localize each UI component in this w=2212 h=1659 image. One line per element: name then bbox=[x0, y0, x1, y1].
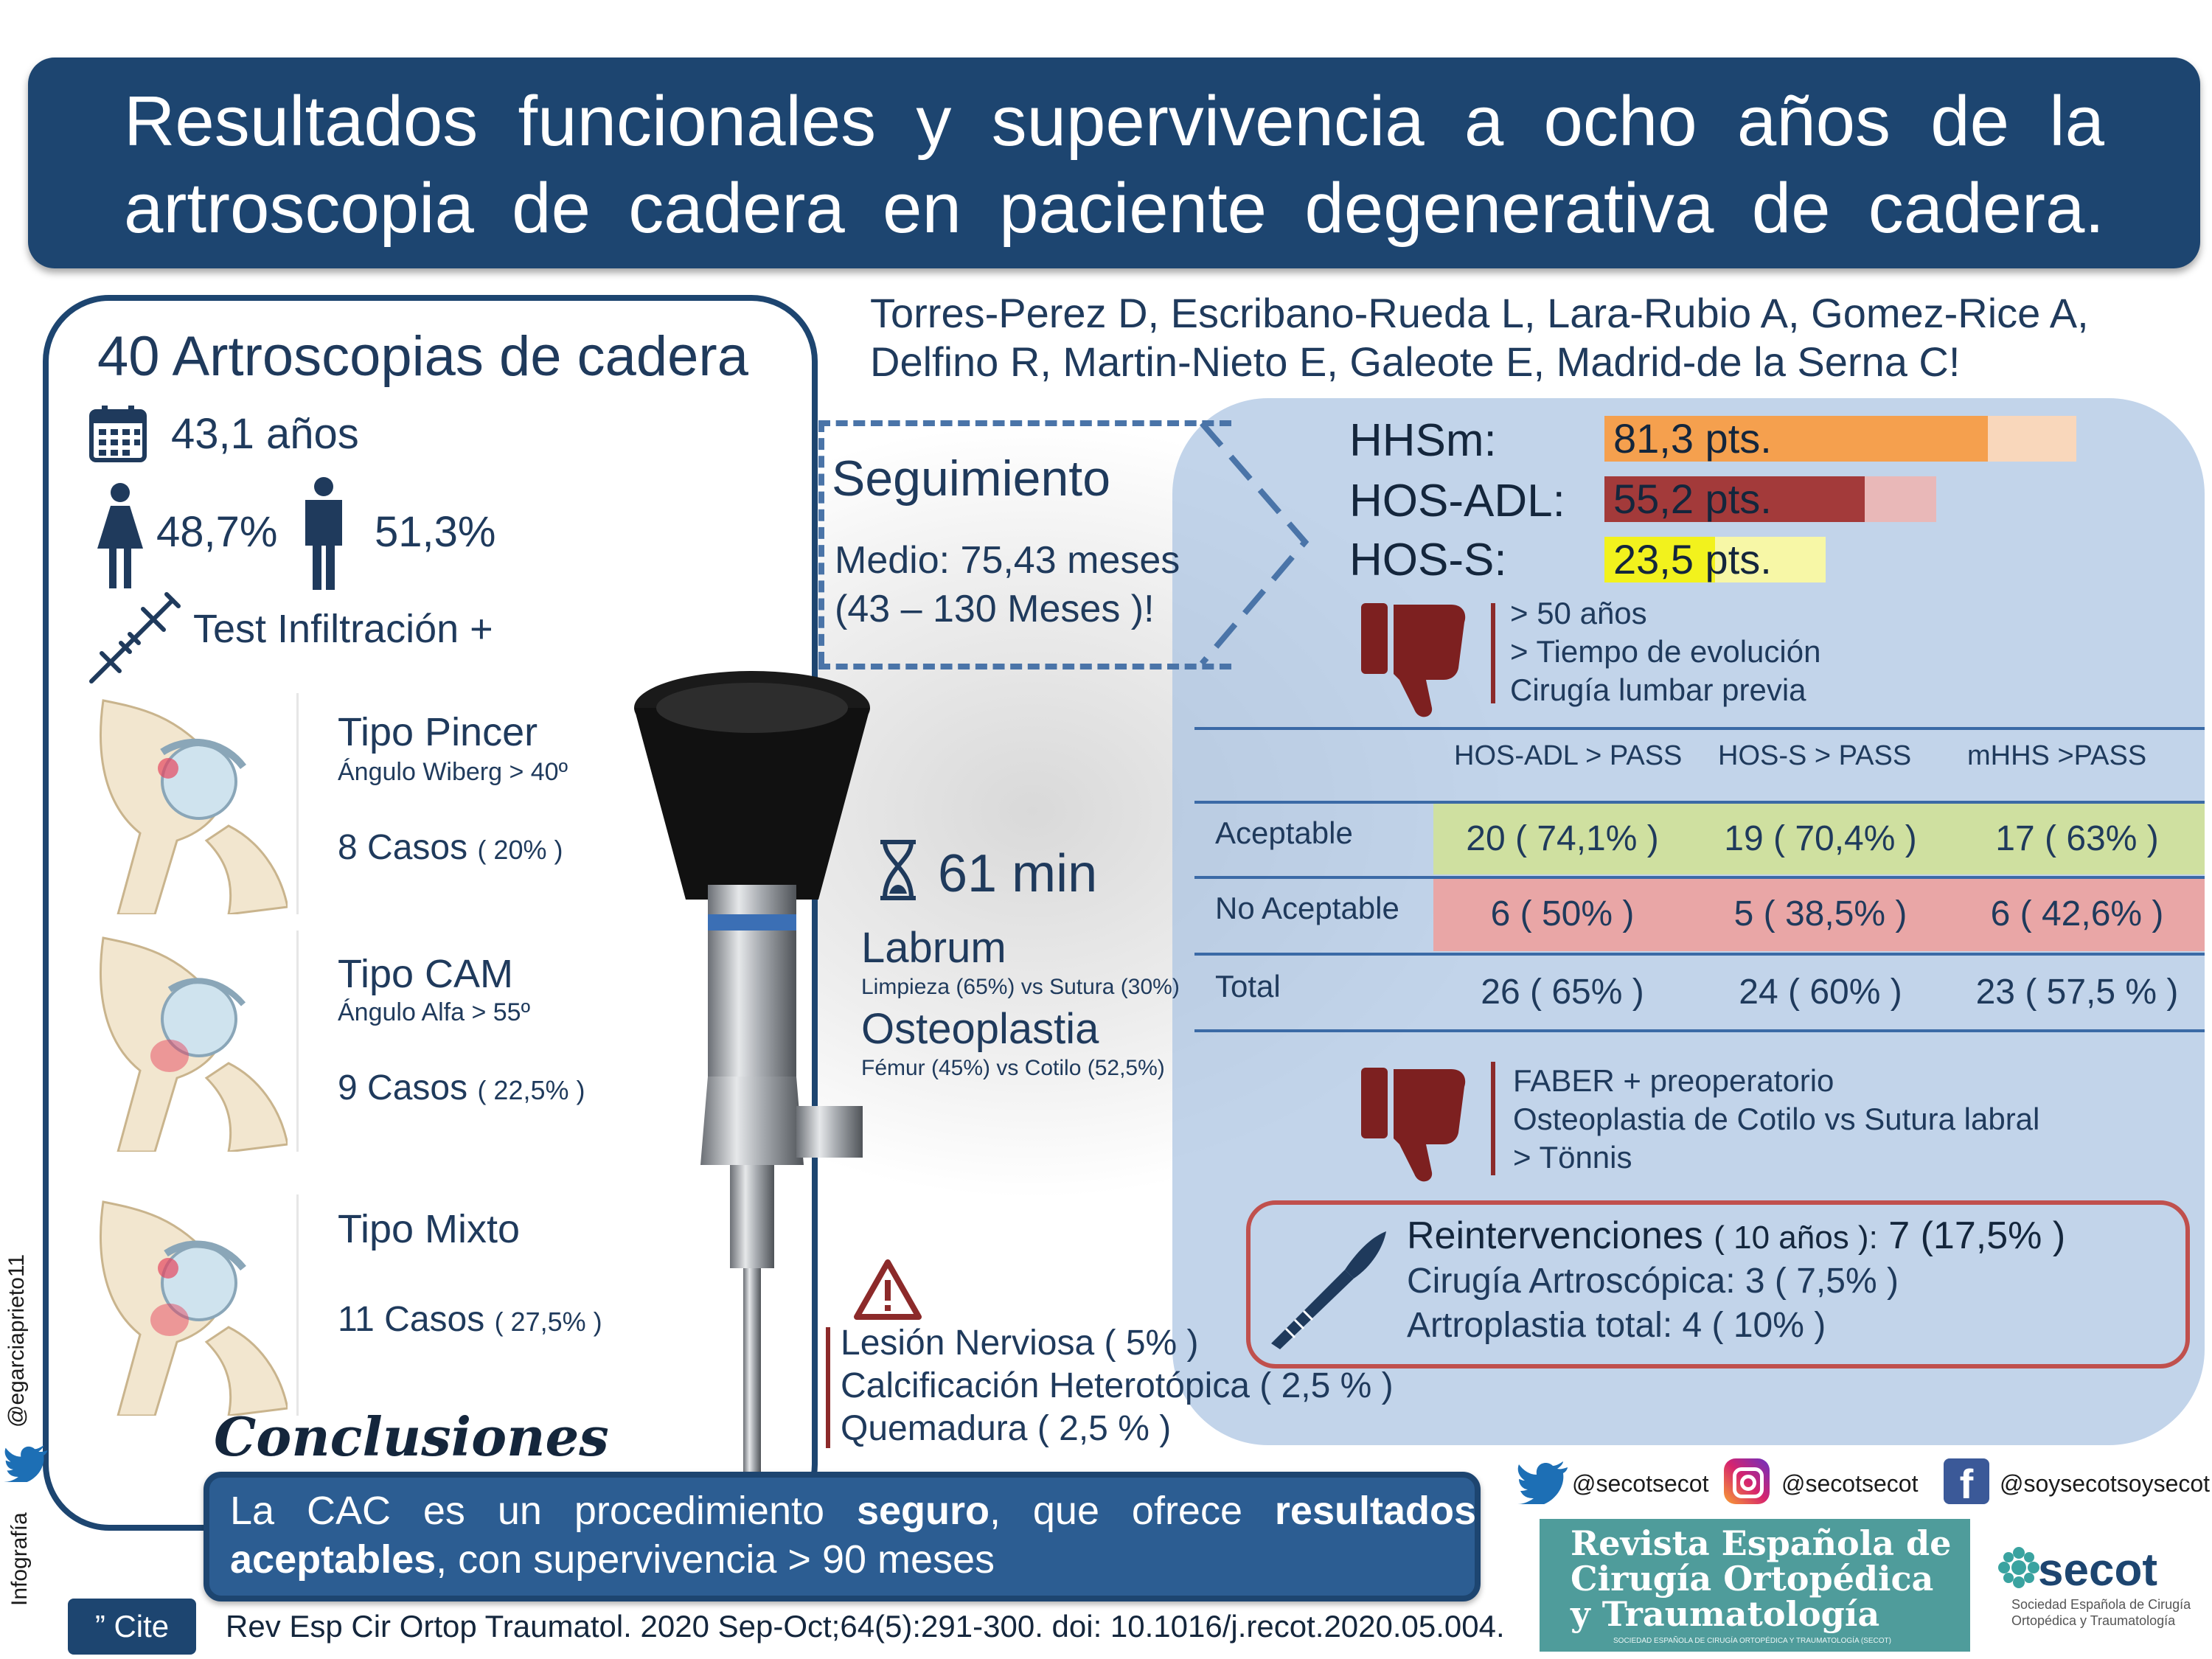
type-pincer-criterion: Ángulo Wiberg > 40º bbox=[338, 758, 568, 786]
followup-arrow bbox=[1194, 420, 1312, 671]
score-value: 55,2 pts. bbox=[1613, 476, 1772, 522]
score-label-hos-adl: HOS-ADL: bbox=[1349, 476, 1565, 526]
type-cam-criterion: Ángulo Alfa > 55º bbox=[338, 998, 531, 1026]
followup-dash-left bbox=[818, 420, 824, 664]
patients-heading: 40 Artroscopias de cadera bbox=[97, 325, 748, 388]
secot-logo-sub-1: Sociedad Española de Cirugía bbox=[2011, 1597, 2191, 1612]
thumbs-down-icon bbox=[1355, 1062, 1473, 1187]
negative-factors-bar bbox=[1491, 603, 1495, 703]
title-line-1: Resultados funcionales y supervivencia a ocho años de la bbox=[124, 82, 2104, 161]
reinterventions-line-1: Reintervenciones ( 10 años ): 7 (17,5% ) bbox=[1407, 1214, 2066, 1257]
reinterventions-arthroscopic: Cirugía Artroscópica: 3 ( 7,5% ) bbox=[1407, 1262, 1899, 1301]
table-cell: 23 ( 57,5 % ) bbox=[1975, 973, 2179, 1012]
facebook-icon[interactable]: f bbox=[1944, 1458, 1989, 1504]
twitter-handle[interactable]: @secotsecot bbox=[1572, 1470, 1709, 1497]
conclusions-line-1: La CAC es un procedimiento seguro, que ofrece resultados bbox=[230, 1489, 1476, 1533]
twitter-icon[interactable] bbox=[4, 1445, 49, 1482]
cite-button[interactable]: ” Cite bbox=[68, 1599, 196, 1655]
reinterventions-arthroplasty: Artroplastia total: 4 ( 10% ) bbox=[1407, 1306, 1826, 1345]
instagram-handle[interactable]: @secotsecot bbox=[1781, 1470, 1919, 1497]
title-banner bbox=[28, 58, 2200, 268]
divider bbox=[296, 931, 299, 1152]
female-icon bbox=[94, 482, 146, 590]
hourglass-icon bbox=[877, 839, 919, 901]
type-pincer-cases: 8 Casos ( 20% ) bbox=[338, 828, 563, 867]
type-mixed-cases: 11 Casos ( 27,5% ) bbox=[338, 1300, 602, 1339]
negative-factor-3: Cirugía lumbar previa bbox=[1510, 672, 1806, 707]
table-cell: 19 ( 70,4% ) bbox=[1724, 819, 1917, 858]
table-bottom-line bbox=[1194, 1029, 2205, 1032]
score-label-hos-s: HOS-S: bbox=[1349, 535, 1507, 585]
divider bbox=[296, 693, 299, 914]
conclusions-title: Conclusiones bbox=[214, 1405, 609, 1468]
complication-3: Quemadura ( 2,5 % ) bbox=[841, 1409, 1172, 1448]
table-cell: 5 ( 38,5% ) bbox=[1733, 894, 1907, 933]
male-icon bbox=[298, 476, 349, 590]
journal-logo: Revista Española de Cirugía Ortopédica y Traumatología SOCIEDAD ESPAÑOLA DE CIRUGÍA ORTOPÉDICA Y TRAUMATOLOGÍA (SECOT) bbox=[1540, 1519, 1970, 1652]
osteoplasty-detail: Fémur (45%) vs Cotilo (52,5%) bbox=[861, 1056, 1165, 1080]
table-cell: 24 ( 60% ) bbox=[1739, 973, 1902, 1012]
table-header-hos-s: HOS-S > PASS bbox=[1718, 740, 1912, 771]
row-label-acceptable: Aceptable bbox=[1215, 815, 1353, 850]
secot-logo-name: secot bbox=[2038, 1545, 2157, 1596]
type-mixed-name: Tipo Mixto bbox=[338, 1207, 521, 1251]
complications-bar bbox=[826, 1327, 830, 1448]
warning-icon bbox=[852, 1258, 923, 1321]
citation-reference[interactable]: Rev Esp Cir Ortop Traumatol. 2020 Sep-Oct;64(5):291-300. doi: 10.1016/j.recot.2020.05.004. bbox=[226, 1609, 1505, 1644]
table-row-line bbox=[1194, 953, 2205, 956]
male-percent: 51,3% bbox=[375, 508, 496, 556]
table-top-line bbox=[1194, 727, 2205, 730]
table-cell: 6 ( 50% ) bbox=[1490, 894, 1635, 933]
table-header-mhhs: mHHS >PASS bbox=[1967, 740, 2147, 771]
labrum-detail: Limpieza (65%) vs Sutura (30%) bbox=[861, 975, 1180, 999]
table-header-hos-adl: HOS-ADL > PASS bbox=[1454, 740, 1683, 771]
followup-mean: Medio: 75,43 meses bbox=[835, 539, 1180, 582]
type-cam-name: Tipo CAM bbox=[338, 952, 514, 996]
type-pincer-name: Tipo Pincer bbox=[338, 710, 538, 754]
cam-hip-image bbox=[88, 931, 288, 1152]
complication-1: Lesión Nerviosa ( 5% ) bbox=[841, 1324, 1199, 1363]
negative-factor-tonnis: > Tönnis bbox=[1513, 1140, 1632, 1175]
followup-dash-top bbox=[818, 420, 1231, 426]
syringe-icon bbox=[87, 590, 183, 686]
thumbs-down-icon bbox=[1355, 597, 1473, 723]
authors-line-1: Torres-Perez D, Escribano-Rueda L, Lara-Rubio A, Gomez-Rice A, bbox=[870, 290, 2089, 336]
mixed-hip-image bbox=[88, 1194, 288, 1416]
osteoplasty-title: Osteoplastia bbox=[861, 1005, 1099, 1053]
table-cell: 20 ( 74,1% ) bbox=[1466, 819, 1659, 858]
negative-factor-2: > Tiempo de evolución bbox=[1510, 634, 1821, 669]
table-cell: 6 ( 42,6% ) bbox=[1990, 894, 2164, 933]
infografia-label: Infografía bbox=[7, 1512, 32, 1606]
surgery-time: 61 min bbox=[938, 844, 1098, 903]
calendar-icon bbox=[88, 404, 147, 463]
score-value: 23,5 pts. bbox=[1613, 536, 1772, 582]
complication-2: Calcificación Heterotópica ( 2,5 % ) bbox=[841, 1366, 1394, 1405]
negative-factor-osteoplasty: Osteoplastia de Cotilo vs Sutura labral bbox=[1513, 1102, 2040, 1136]
negative-factor-1: > 50 años bbox=[1510, 596, 1647, 630]
type-cam-cases: 9 Casos ( 22,5% ) bbox=[338, 1068, 585, 1107]
instagram-icon[interactable] bbox=[1724, 1458, 1770, 1504]
followup-dash-bottom bbox=[818, 664, 1231, 669]
scalpel-icon bbox=[1256, 1225, 1389, 1351]
score-label-hhsm: HHSm: bbox=[1349, 415, 1497, 466]
negative-factors-bar bbox=[1491, 1062, 1495, 1175]
score-value: 81,3 pts. bbox=[1613, 415, 1772, 462]
female-percent: 48,7% bbox=[156, 508, 278, 556]
pincer-hip-image bbox=[88, 693, 288, 914]
author-handle[interactable]: @egarciaprieto11 bbox=[4, 1253, 29, 1427]
conclusions-line-2: aceptables, con supervivencia > 90 meses bbox=[230, 1537, 995, 1582]
followup-title: Seguimiento bbox=[832, 451, 1111, 507]
row-label-not-acceptable: No Aceptable bbox=[1215, 891, 1399, 925]
mean-age: 43,1 años bbox=[171, 410, 359, 458]
twitter-icon[interactable] bbox=[1517, 1461, 1569, 1504]
divider bbox=[296, 1194, 299, 1416]
title-line-2: artroscopia de cadera en paciente degenerativa de cadera. bbox=[124, 169, 2104, 248]
secot-logo-sub-2: Ortopédica y Traumatología bbox=[2011, 1613, 2176, 1628]
infiltration-test: Test Infiltración + bbox=[193, 607, 493, 651]
row-label-total: Total bbox=[1215, 969, 1281, 1004]
labrum-title: Labrum bbox=[861, 924, 1006, 972]
followup-range: (43 – 130 Meses )! bbox=[835, 588, 1155, 630]
secot-logo-icon bbox=[1997, 1545, 2041, 1590]
table-cell: 26 ( 65% ) bbox=[1481, 973, 1644, 1012]
facebook-handle[interactable]: @soysecotsoysecot bbox=[2000, 1470, 2211, 1497]
table-cell: 17 ( 63% ) bbox=[1995, 819, 2159, 858]
negative-factor-faber: FABER + preoperatorio bbox=[1513, 1063, 1834, 1098]
authors-line-2: Delfino R, Martin-Nieto E, Galeote E, Madrid-de la Serna C! bbox=[870, 338, 1961, 385]
